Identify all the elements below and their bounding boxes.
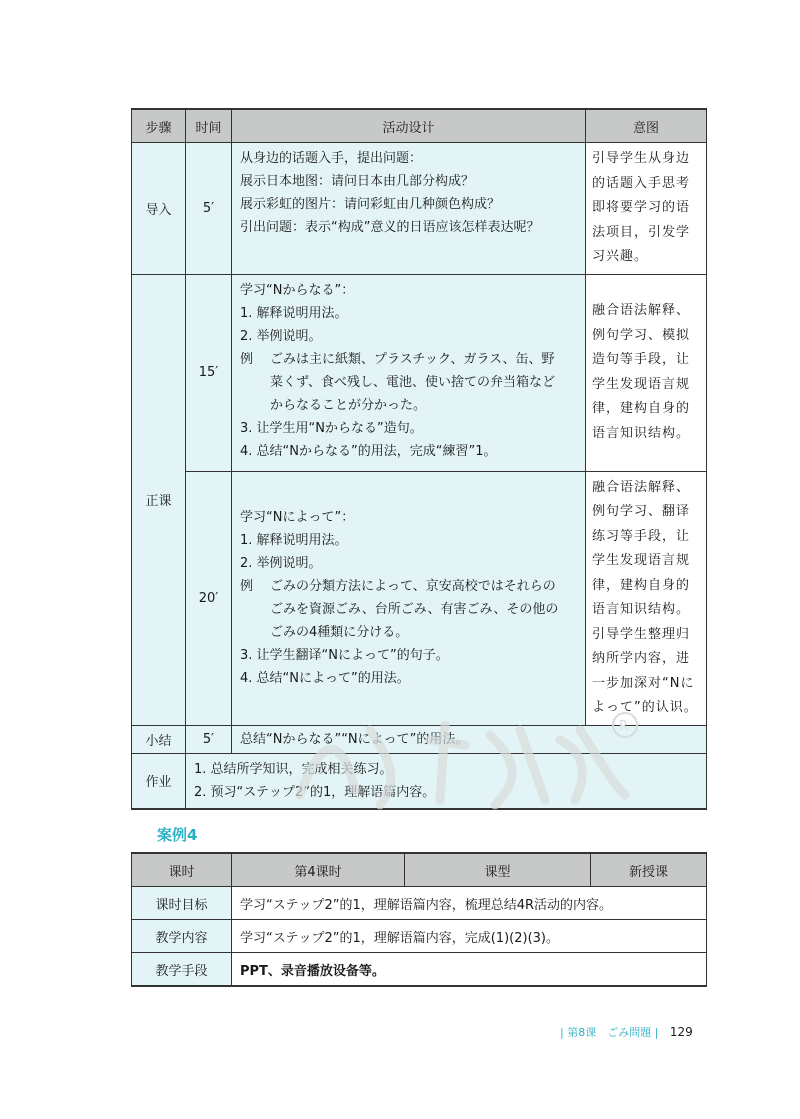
activity-line: 学习“Nによって”：	[240, 510, 355, 525]
activity-line: 展示彩虹的图片：请问彩虹由几种颜色构成？	[240, 197, 501, 212]
footer-chapter: | 第8课 ごみ問題 |	[560, 1026, 659, 1039]
intent-line: 律，建构自身的	[592, 577, 691, 593]
example-line: 菜くず、食べ残し、電池、使い捨ての弁当箱など	[270, 374, 555, 390]
example-line: ごみは主に紙類、プラスチック、ガラス、缶、野	[270, 351, 555, 367]
intro-activity	[232, 143, 586, 275]
header-activity: 活动设计	[232, 109, 586, 143]
activity-line: 从身边的话题入手，提出问题：	[240, 151, 423, 166]
intent-line: 融合语法解释、	[592, 303, 691, 318]
activity-line: 1. 解释说明用法。	[240, 533, 348, 548]
page-footer	[560, 1024, 693, 1040]
intent-line: 引导学生从身边	[592, 151, 691, 166]
class-type-label: 课型	[405, 853, 591, 887]
info-row-value: 学习“ステップ2”的1，理解语篇内容，完成(1)(2)(3)。	[232, 920, 707, 953]
info-row-label: 课时目标	[132, 887, 232, 920]
lesson-plan-table	[131, 108, 707, 810]
main-row-1	[132, 274, 707, 471]
summary-row	[132, 725, 707, 753]
example-line: ごみの4種類に分ける。	[270, 625, 409, 640]
class-type-value: 新授课	[591, 853, 707, 887]
main-step: 正课	[132, 274, 186, 725]
info-row-value: PPT、录音播放设备等。	[232, 953, 707, 987]
example-block	[240, 348, 577, 417]
summary-time: 5′	[186, 725, 232, 753]
intent-line: 习兴趣。	[592, 249, 649, 264]
activity-line: 学习“Nからなる”：	[240, 282, 355, 298]
intent-line: 的话题入手思考	[592, 175, 691, 191]
main-intent-1	[586, 274, 707, 471]
example-line: からなることが分かった。	[270, 397, 427, 413]
main-row-2	[132, 471, 707, 725]
intent-line: 语言知识结构。	[592, 425, 691, 441]
main-time-1: 15′	[186, 274, 232, 471]
class-hour-value: 第4课时	[232, 853, 405, 887]
intent-line: 纳所学内容，进	[592, 651, 691, 666]
intent-line: 造句等手段，让	[592, 352, 691, 367]
activity-line: 4. 总结“Nによって”的用法。	[240, 671, 410, 686]
homework-line: 1. 总结所学知识，完成相关练习。	[194, 761, 393, 777]
example-label: 例	[240, 351, 254, 367]
table-header-row	[132, 109, 707, 143]
activity-line: 2. 举例说明。	[240, 556, 322, 571]
section-title: 案例4	[157, 826, 198, 844]
intro-step: 导入	[132, 143, 186, 275]
example-line: ごみを資源ごみ、台所ごみ、有害ごみ、その他の	[270, 602, 559, 617]
page-number: 129	[669, 1025, 693, 1039]
homework-row	[132, 753, 707, 809]
header-step: 步骤	[132, 109, 186, 143]
intro-row	[132, 143, 707, 275]
intent-line: 融合语法解释、	[592, 479, 691, 495]
intent-line: 法项目，引发学	[592, 224, 691, 240]
intent-line: 律，建构自身的	[592, 401, 691, 416]
main-activity-1	[232, 274, 586, 471]
class-hour-label: 课时	[132, 853, 232, 887]
intent-line: 例句学习、模拟	[592, 327, 691, 343]
intent-line: よって”的认识。	[592, 700, 698, 715]
intro-intent	[586, 143, 707, 275]
intent-line: 练习等手段，让	[592, 528, 691, 544]
info-row-value: 学习“ステップ2”的1，理解语篇内容，梳理总结4R活动的内容。	[232, 887, 707, 920]
activity-line: 2. 举例说明。	[240, 328, 322, 344]
intent-line: 学生发现语言规	[592, 553, 691, 568]
main-time-2: 20′	[186, 471, 232, 725]
activity-line: 引出问题：表示“构成”意义的日语应该怎样表达呢？	[240, 220, 540, 235]
info-row	[132, 920, 707, 953]
activity-line: 1. 解释说明用法。	[240, 305, 348, 321]
homework-line: 2. 预习“ステップ2”的1，理解语篇内容。	[194, 784, 436, 800]
info-row-label: 教学内容	[132, 920, 232, 953]
activity-line: 展示日本地图：请问日本由几部分构成？	[240, 174, 475, 189]
info-row	[132, 887, 707, 920]
intro-time: 5′	[186, 143, 232, 275]
homework-content	[186, 753, 707, 809]
example-line: ごみの分類方法によって、京安高校ではそれらの	[270, 579, 556, 594]
lesson-info-table	[131, 852, 707, 987]
activity-line: 3. 让学生翻译“Nによって”的句子。	[240, 648, 449, 663]
summary-step: 小结	[132, 725, 186, 753]
info-row	[132, 953, 707, 987]
intent-line: 例句学习、翻译	[592, 504, 691, 519]
header-intent: 意图	[586, 109, 707, 143]
info-header-row	[132, 853, 707, 887]
svg-text:R: R	[619, 719, 629, 734]
header-time: 时间	[186, 109, 232, 143]
homework-step: 作业	[132, 753, 186, 809]
activity-line: 3. 让学生用“Nからなる”造句。	[240, 420, 423, 436]
example-label: 例	[240, 579, 254, 594]
info-row-label: 教学手段	[132, 953, 232, 987]
example-block	[240, 575, 577, 644]
summary-text: 总结“Nからなる”“Nによって”的用法。	[232, 725, 707, 753]
intent-line: 语言知识结构。	[592, 602, 691, 617]
activity-line: 4. 总结“Nからなる”的用法，完成“練習”1。	[240, 443, 497, 459]
intent-line: 即将要学习的语	[592, 200, 691, 215]
intent-line: 一步加深对“Nに	[592, 675, 695, 691]
intent-line: 学生发现语言规	[592, 376, 691, 392]
intent-line: 引导学生整理归	[592, 626, 691, 642]
main-activity-2	[232, 471, 586, 725]
main-intent-2	[586, 471, 707, 725]
